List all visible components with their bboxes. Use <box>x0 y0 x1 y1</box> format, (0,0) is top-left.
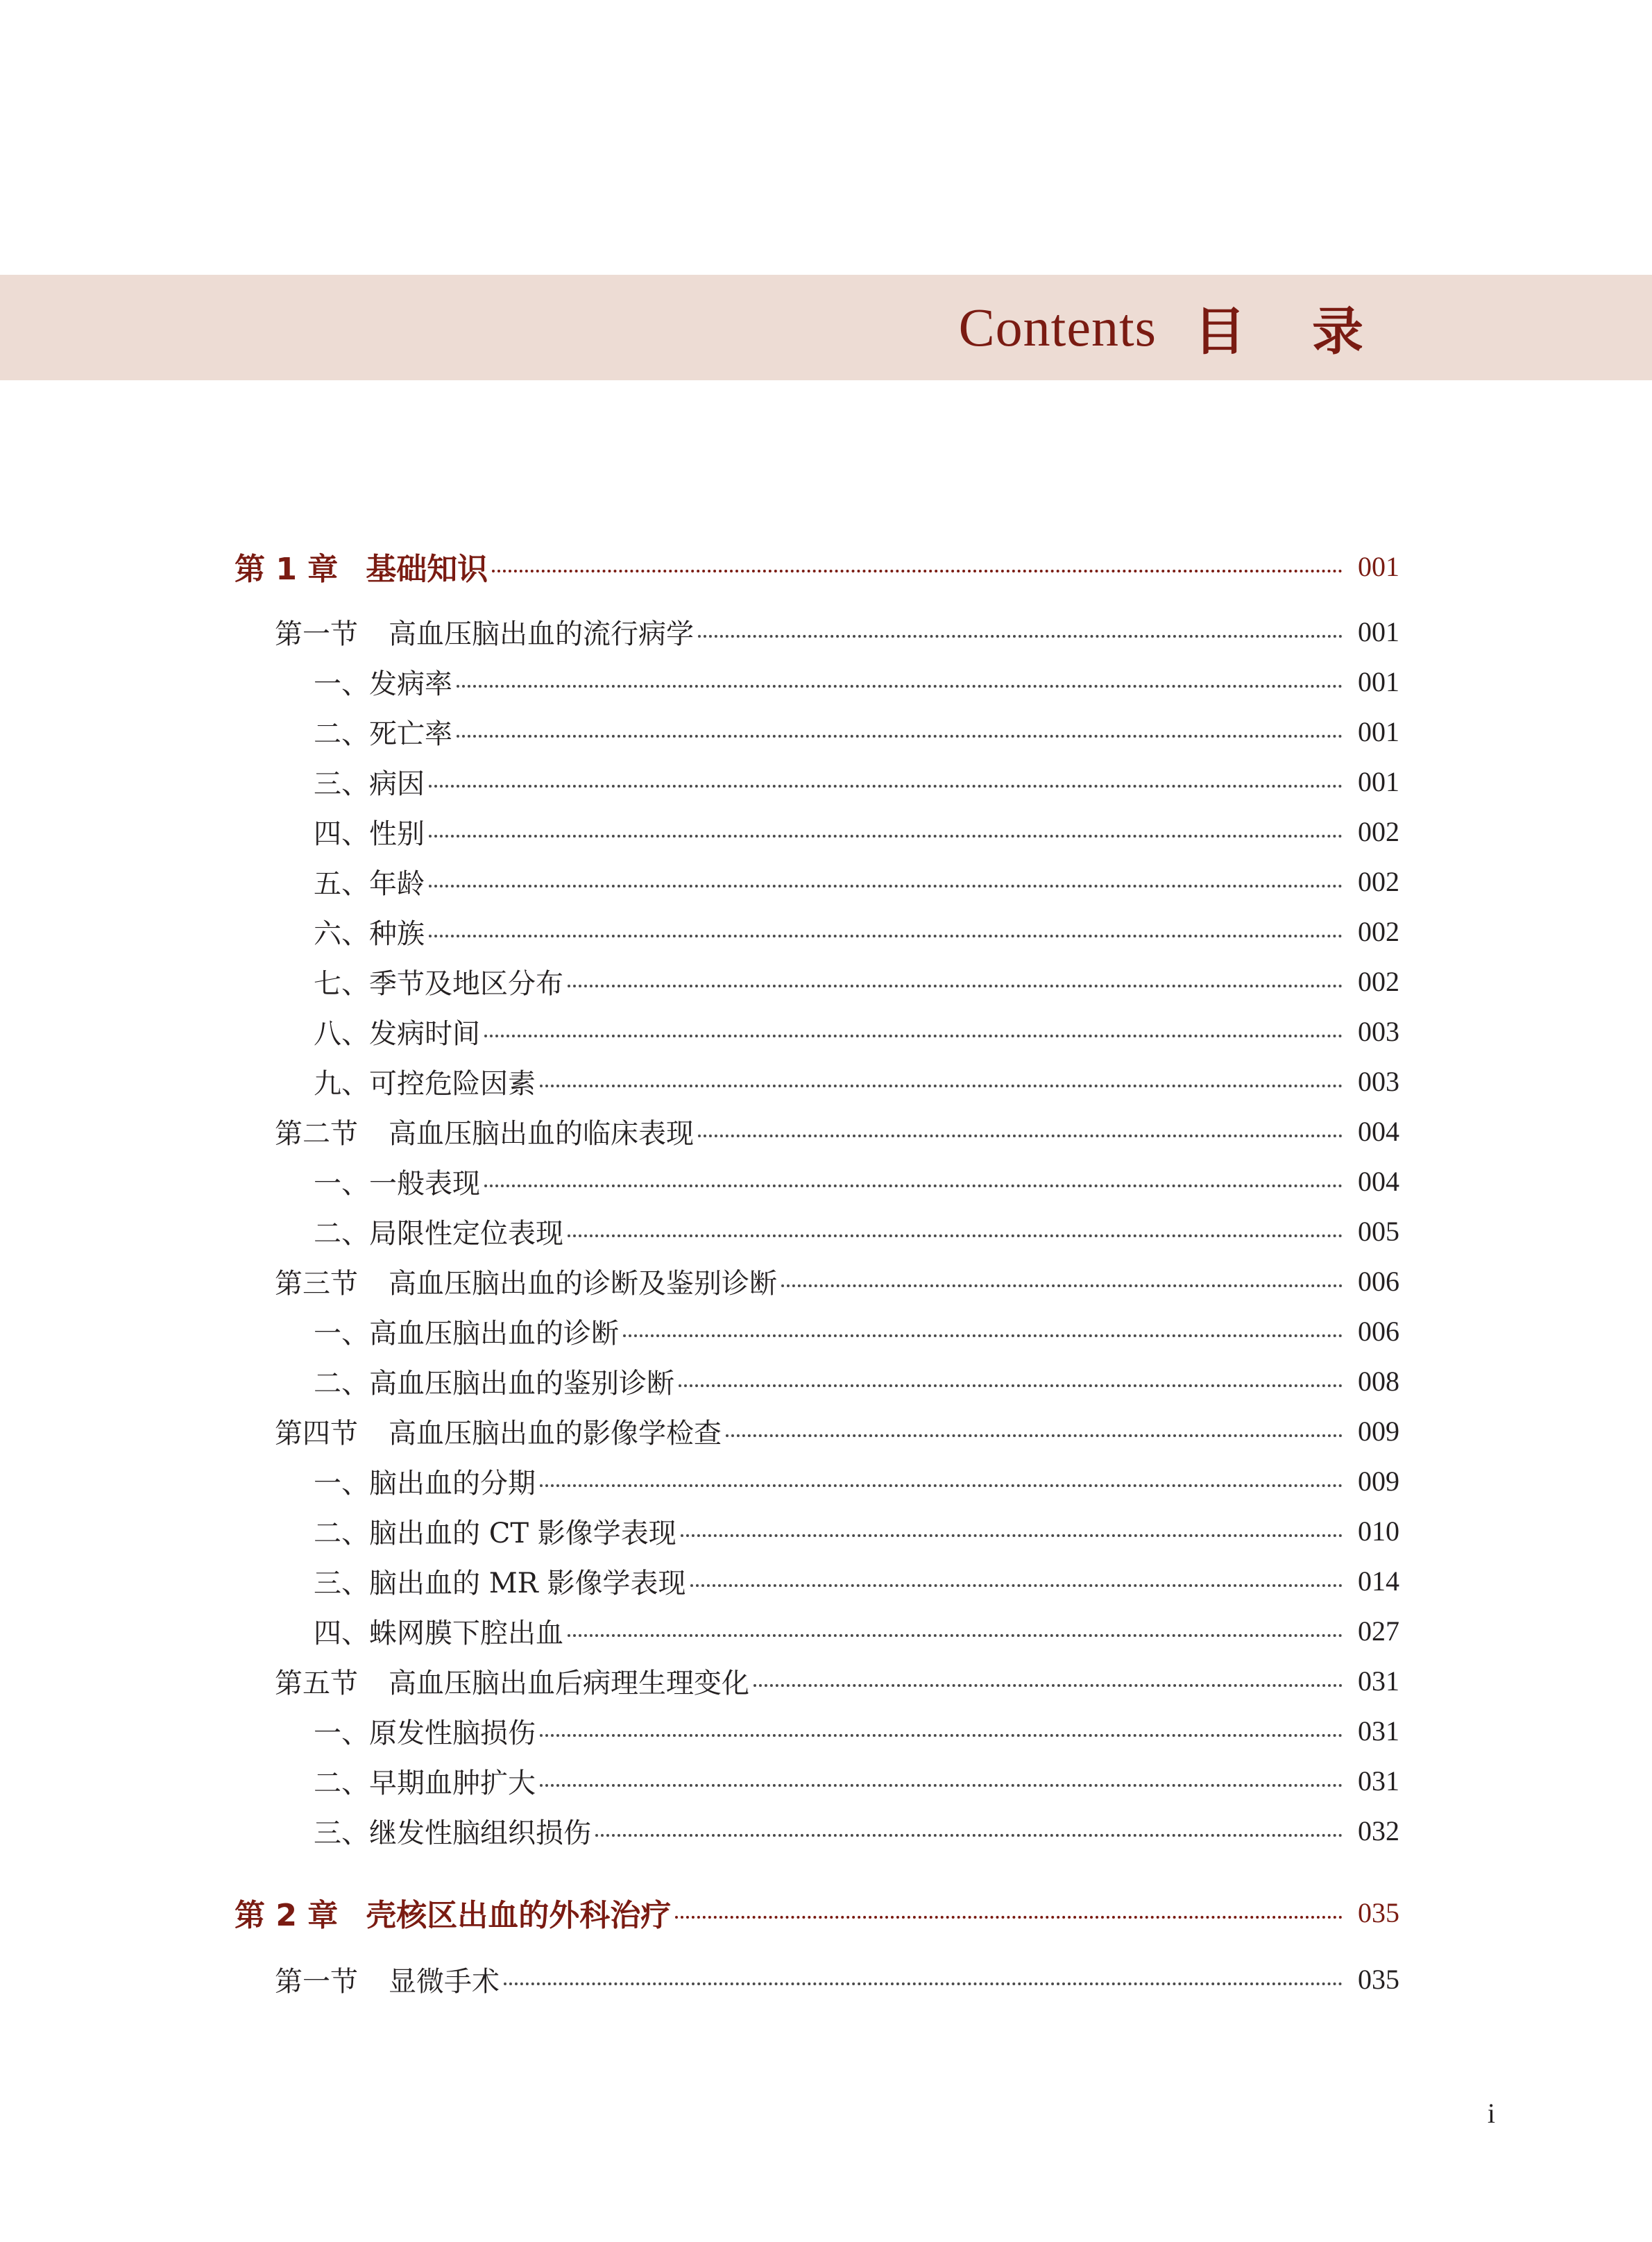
toc-title: 显微手术 <box>389 1965 500 1998</box>
dot-leader <box>429 785 1343 788</box>
dot-leader <box>698 1135 1343 1137</box>
toc-label <box>235 544 492 588</box>
dot-leader <box>568 985 1343 987</box>
toc-title: 三、脑出血的 MR 影像学表现 <box>314 1567 686 1599</box>
toc-label <box>275 612 698 652</box>
dot-leader <box>429 935 1343 937</box>
toc-label <box>314 712 457 751</box>
toc-page-number: 001 <box>1358 715 1399 747</box>
toc-page-number: 005 <box>1358 1215 1399 1247</box>
toc-label <box>275 1112 698 1151</box>
toc-label <box>314 812 429 851</box>
toc-title: 二、脑出血的 CT 影像学表现 <box>314 1517 676 1549</box>
title-cn: 目录 <box>1194 302 1430 362</box>
toc-page-number: 001 <box>1358 615 1399 647</box>
toc-title: 基础知识 <box>366 552 488 587</box>
toc-label <box>314 1311 623 1351</box>
toc-label <box>275 1262 781 1301</box>
toc-item-row[interactable] <box>314 1009 1399 1053</box>
toc-section-row[interactable] <box>275 1259 1399 1303</box>
toc-title: 三、继发性脑组织损伤 <box>314 1817 591 1849</box>
toc-page-number: 009 <box>1358 1465 1399 1497</box>
toc-title: 九、可控危险因素 <box>314 1067 536 1100</box>
toc-page-number: 003 <box>1358 1015 1399 1047</box>
toc-item-row[interactable] <box>314 1559 1399 1603</box>
toc-label <box>275 1960 504 1999</box>
header-band <box>0 275 1652 380</box>
toc-page-number: 031 <box>1358 1665 1399 1697</box>
dot-leader <box>675 1916 1343 1919</box>
toc-title: 二、高血压脑出血的鉴别诊断 <box>314 1367 674 1400</box>
toc-section-row[interactable] <box>275 609 1399 654</box>
toc-page-number: 002 <box>1358 815 1399 847</box>
toc-page-number: 001 <box>1358 765 1399 797</box>
toc-title: 高血压脑出血后病理生理变化 <box>389 1667 749 1699</box>
toc-item-row[interactable] <box>314 1359 1399 1403</box>
toc-number: 第一节 <box>275 618 358 650</box>
dot-leader <box>781 1284 1343 1287</box>
toc-item-row[interactable] <box>314 1159 1399 1203</box>
toc-label <box>314 1012 484 1051</box>
toc-page-number: 035 <box>1358 1896 1399 1928</box>
toc-label <box>235 1890 675 1935</box>
toc-item-row[interactable] <box>314 659 1399 704</box>
toc-title: 二、局限性定位表现 <box>314 1217 563 1250</box>
toc-label <box>314 662 457 702</box>
toc-label <box>314 912 429 951</box>
toc-page-number: 031 <box>1358 1765 1399 1797</box>
toc-item-row[interactable] <box>314 1509 1399 1553</box>
dot-leader <box>753 1684 1343 1687</box>
dot-leader <box>492 570 1343 572</box>
toc-title: 高血压脑出血的流行病学 <box>389 618 694 650</box>
toc-title: 一、脑出血的分期 <box>314 1467 536 1500</box>
dot-leader <box>504 1982 1343 1985</box>
dot-leader <box>595 1834 1343 1837</box>
dot-leader <box>568 1634 1343 1637</box>
toc-title: 二、死亡率 <box>314 717 452 750</box>
toc-title: 高血压脑出血的临床表现 <box>389 1117 694 1150</box>
toc-title: 四、性别 <box>314 817 425 850</box>
toc-page-number: 009 <box>1358 1415 1399 1447</box>
toc-item-row[interactable] <box>314 1708 1399 1753</box>
toc-label <box>314 1212 568 1251</box>
toc-item-row[interactable] <box>314 959 1399 1003</box>
toc-title: 一、原发性脑损伤 <box>314 1717 536 1749</box>
dot-leader <box>540 1734 1343 1737</box>
dot-leader <box>540 1085 1343 1087</box>
toc-item-row[interactable] <box>314 859 1399 903</box>
dot-leader <box>540 1784 1343 1787</box>
toc-page-number: 001 <box>1358 550 1399 582</box>
toc-page-number: 002 <box>1358 915 1399 947</box>
toc-title: 四、蛛网膜下腔出血 <box>314 1617 563 1649</box>
dot-leader <box>568 1234 1343 1237</box>
toc-number: 第 2 章 <box>235 1898 339 1933</box>
dot-leader <box>681 1534 1343 1537</box>
toc-title: 三、病因 <box>314 767 425 800</box>
toc-label <box>314 1062 540 1101</box>
toc-label <box>314 1561 690 1601</box>
dot-leader <box>690 1584 1343 1587</box>
toc-number: 第二节 <box>275 1117 358 1150</box>
toc-title: 五、年龄 <box>314 867 425 900</box>
toc-section-row[interactable] <box>275 1109 1399 1153</box>
toc-title: 壳核区出血的外科治疗 <box>366 1898 672 1933</box>
toc-item-row[interactable] <box>314 1758 1399 1803</box>
dot-leader <box>429 835 1343 838</box>
toc-item-row[interactable] <box>314 1608 1399 1653</box>
dot-leader <box>484 1035 1343 1037</box>
title-en: Contents <box>958 297 1157 357</box>
toc-label <box>314 1811 595 1851</box>
toc-page-number: 003 <box>1358 1065 1399 1097</box>
toc-title: 一、高血压脑出血的诊断 <box>314 1317 619 1350</box>
dot-leader <box>484 1184 1343 1187</box>
toc-page-number: 006 <box>1358 1315 1399 1347</box>
dot-leader <box>698 635 1343 638</box>
toc-label <box>314 962 568 1001</box>
toc-page-number: 027 <box>1358 1615 1399 1647</box>
dot-leader <box>457 735 1343 738</box>
toc-label <box>314 1162 484 1201</box>
toc-label <box>314 1761 540 1801</box>
toc-item-row[interactable] <box>314 1309 1399 1353</box>
toc-title: 六、种族 <box>314 917 425 950</box>
toc-page-number: 001 <box>1358 665 1399 697</box>
dot-leader <box>457 685 1343 688</box>
toc-section-row[interactable] <box>275 1409 1399 1453</box>
toc-page-number: 002 <box>1358 865 1399 897</box>
toc-chapter-row[interactable] <box>235 1890 1399 1935</box>
toc-label <box>275 1661 753 1701</box>
toc-section-row[interactable] <box>275 1658 1399 1703</box>
toc-item-row[interactable] <box>314 1209 1399 1253</box>
toc-label <box>314 1361 679 1401</box>
toc-number: 第三节 <box>275 1267 358 1300</box>
toc-page-number: 002 <box>1358 965 1399 997</box>
toc-title: 高血压脑出血的影像学检查 <box>389 1417 722 1450</box>
toc-number: 第一节 <box>275 1965 358 1998</box>
dot-leader <box>623 1334 1343 1337</box>
toc-label <box>314 1711 540 1751</box>
toc-page-number: 004 <box>1358 1115 1399 1147</box>
toc-title: 七、季节及地区分布 <box>314 967 563 1000</box>
dot-leader <box>429 885 1343 888</box>
toc-label <box>314 1611 568 1651</box>
toc-item-row[interactable] <box>314 809 1399 854</box>
toc-title: 高血压脑出血的诊断及鉴别诊断 <box>389 1267 777 1300</box>
toc-label <box>314 1461 540 1501</box>
toc-page-number: 032 <box>1358 1815 1399 1846</box>
toc-item-row[interactable] <box>314 909 1399 953</box>
toc-page-number: 004 <box>1358 1165 1399 1197</box>
toc-page-number: 035 <box>1358 1963 1399 1995</box>
toc-title: 八、发病时间 <box>314 1017 480 1050</box>
toc-page-number: 006 <box>1358 1265 1399 1297</box>
toc-item-row[interactable] <box>314 1808 1399 1853</box>
toc-label <box>275 1411 726 1451</box>
dot-leader <box>540 1484 1343 1487</box>
toc-title: 二、早期血肿扩大 <box>314 1767 536 1799</box>
dot-leader <box>726 1434 1343 1437</box>
toc-chapter-row[interactable] <box>235 544 1399 588</box>
page-number: i <box>1487 2098 1495 2129</box>
toc-item-row[interactable] <box>314 709 1399 754</box>
toc-number: 第 1 章 <box>235 552 339 587</box>
toc-page-number: 010 <box>1358 1515 1399 1547</box>
toc-title: 一、发病率 <box>314 668 452 700</box>
toc-label <box>314 862 429 901</box>
dot-leader <box>679 1384 1343 1387</box>
toc-item-row[interactable] <box>314 759 1399 804</box>
toc-item-row[interactable] <box>314 1459 1399 1503</box>
toc-page-number: 008 <box>1358 1365 1399 1397</box>
page-title <box>959 275 1430 380</box>
toc-page-number: 031 <box>1358 1715 1399 1747</box>
toc-title: 一、一般表现 <box>314 1167 480 1200</box>
toc-number: 第五节 <box>275 1667 358 1699</box>
toc-page-number: 014 <box>1358 1565 1399 1597</box>
toc-number: 第四节 <box>275 1417 358 1450</box>
toc-section-row[interactable] <box>275 1957 1399 2001</box>
toc-label <box>314 1511 681 1551</box>
toc-label <box>314 762 429 801</box>
toc-item-row[interactable] <box>314 1059 1399 1103</box>
